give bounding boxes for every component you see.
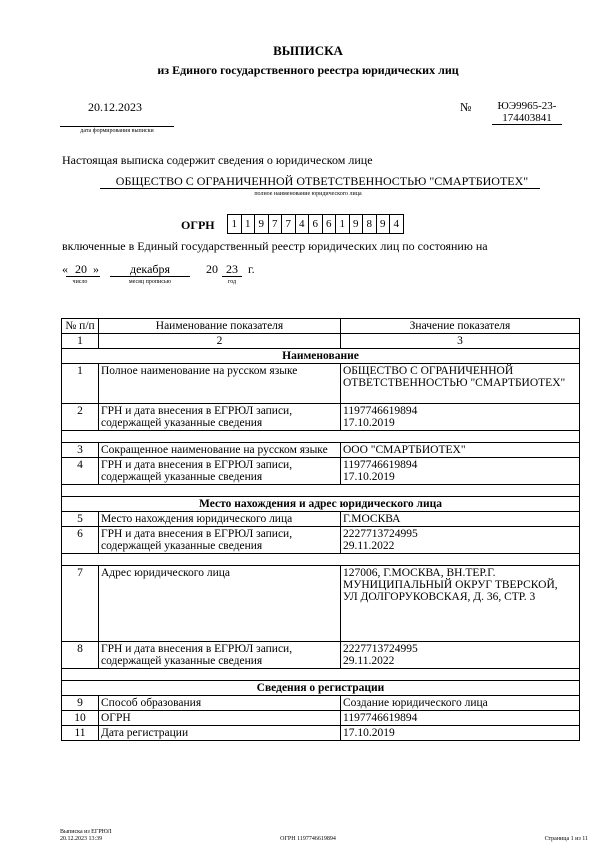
row-name: Сокращенное наименование на русском языке bbox=[99, 443, 341, 458]
table-row bbox=[62, 726, 580, 741]
table-row bbox=[62, 512, 580, 527]
row-value: ОБЩЕСТВО С ОГРАНИЧЕННОЙ ОТВЕТСТВЕННОСТЬЮ "СМАРТБИОТЕХ" bbox=[341, 364, 580, 404]
ogrn-digit-box: 9 bbox=[254, 214, 269, 234]
row-value: 2227713724995 29.11.2022 bbox=[341, 642, 580, 669]
included-text: включенные в Единый государственный реестр юридических лиц по состоянию на bbox=[62, 239, 488, 253]
row-value: ООО "СМАРТБИОТЕХ" bbox=[341, 443, 580, 458]
row-num: 3 bbox=[62, 443, 99, 458]
egrul-table bbox=[61, 318, 580, 741]
table-header-numbers-row bbox=[62, 334, 580, 349]
section-title: Место нахождения и адрес юридического лица bbox=[62, 497, 580, 512]
header-num-1: 1 bbox=[62, 334, 99, 349]
row-name: Полное наименование на русском языке bbox=[99, 364, 341, 404]
document-number-line2: 174403841 bbox=[492, 112, 562, 125]
blank-cell bbox=[62, 669, 580, 681]
state-year-prefix: 20 bbox=[206, 262, 218, 276]
form-date-caption: дата формирования выписки bbox=[80, 128, 154, 134]
table-row bbox=[62, 458, 580, 485]
state-year-caption: год bbox=[227, 279, 237, 285]
row-value: 17.10.2019 bbox=[341, 726, 580, 741]
form-date-underline bbox=[60, 126, 174, 127]
ogrn-digit-box: 6 bbox=[322, 214, 337, 234]
blank-row bbox=[62, 431, 580, 443]
table-row bbox=[62, 566, 580, 642]
intro-text: Настоящая выписка содержит сведения о юридическом лице bbox=[62, 153, 373, 167]
ogrn-digit-box: 1 bbox=[227, 214, 242, 234]
table-row bbox=[62, 443, 580, 458]
state-day-caption: число bbox=[72, 279, 88, 285]
row-name: ГРН и дата внесения в ЕГРЮЛ записи, содержащей указанные сведения bbox=[99, 642, 341, 669]
quote-close: » bbox=[93, 262, 99, 276]
state-year-unit: г. bbox=[248, 262, 255, 276]
row-num: 10 bbox=[62, 711, 99, 726]
row-value: Создание юридического лица bbox=[341, 696, 580, 711]
document-number bbox=[492, 100, 562, 125]
ogrn-digit-box: 4 bbox=[389, 214, 404, 234]
company-underline bbox=[100, 188, 540, 189]
state-month-underline bbox=[110, 276, 190, 277]
row-value: 2227713724995 29.11.2022 bbox=[341, 527, 580, 554]
row-num: 5 bbox=[62, 512, 99, 527]
footer-ogrn: ОГРН 1197746619894 bbox=[280, 836, 336, 842]
ogrn-boxes bbox=[228, 214, 404, 234]
row-name: Дата регистрации bbox=[99, 726, 341, 741]
quote-open: « bbox=[62, 262, 68, 276]
header-num-2: 2 bbox=[99, 334, 341, 349]
state-year-suffix: 23 bbox=[226, 262, 238, 276]
ogrn-digit-box: 1 bbox=[241, 214, 256, 234]
blank-row bbox=[62, 554, 580, 566]
row-value: 1197746619894 bbox=[341, 711, 580, 726]
state-month-caption: месяц прописью bbox=[128, 279, 172, 285]
header-value: Значение показателя bbox=[341, 319, 580, 334]
section-row bbox=[62, 349, 580, 364]
section-title: Сведения о регистрации bbox=[62, 681, 580, 696]
number-sign: № bbox=[460, 100, 472, 114]
row-name: ГРН и дата внесения в ЕГРЮЛ записи, содержащей указанные сведения bbox=[99, 404, 341, 431]
ogrn-digit-box: 8 bbox=[362, 214, 377, 234]
header-name: Наименование показателя bbox=[99, 319, 341, 334]
blank-cell bbox=[62, 431, 580, 443]
company-caption: полное наименование юридического лица bbox=[254, 191, 362, 197]
form-date: 20.12.2023 bbox=[88, 100, 142, 114]
row-num: 7 bbox=[62, 566, 99, 642]
table-row bbox=[62, 364, 580, 404]
document-title: ВЫПИСКА bbox=[273, 43, 343, 58]
row-num: 2 bbox=[62, 404, 99, 431]
ogrn-digit-box: 1 bbox=[335, 214, 350, 234]
row-num: 4 bbox=[62, 458, 99, 485]
table-row bbox=[62, 527, 580, 554]
state-year-underline bbox=[222, 276, 242, 277]
header-num: № п/п bbox=[62, 319, 99, 334]
row-num: 6 bbox=[62, 527, 99, 554]
section-row bbox=[62, 681, 580, 696]
table-row bbox=[62, 696, 580, 711]
footer-page: Страница 1 из 11 bbox=[544, 836, 588, 842]
header-num-3: 3 bbox=[341, 334, 580, 349]
blank-cell bbox=[62, 485, 580, 497]
state-day: 20 bbox=[75, 262, 87, 276]
ogrn-digit-box: 7 bbox=[268, 214, 283, 234]
ogrn-digit-box: 9 bbox=[349, 214, 364, 234]
section-title: Наименование bbox=[62, 349, 580, 364]
row-value: 1197746619894 17.10.2019 bbox=[341, 404, 580, 431]
ogrn-digit-box: 6 bbox=[308, 214, 323, 234]
table-row bbox=[62, 404, 580, 431]
state-day-underline bbox=[66, 276, 100, 277]
ogrn-digit-box: 4 bbox=[295, 214, 310, 234]
row-num: 11 bbox=[62, 726, 99, 741]
section-row bbox=[62, 497, 580, 512]
ogrn-digit-box: 9 bbox=[376, 214, 391, 234]
row-value: 1197746619894 17.10.2019 bbox=[341, 458, 580, 485]
row-num: 8 bbox=[62, 642, 99, 669]
ogrn-digit-box: 7 bbox=[281, 214, 296, 234]
blank-cell bbox=[62, 554, 580, 566]
blank-row bbox=[62, 485, 580, 497]
company-name: ОБЩЕСТВО С ОГРАНИЧЕННОЙ ОТВЕТСТВЕННОСТЬЮ "СМАРТБИОТЕХ" bbox=[115, 174, 529, 188]
row-num: 1 bbox=[62, 364, 99, 404]
row-name: Место нахождения юридического лица bbox=[99, 512, 341, 527]
ogrn-label: ОГРН bbox=[181, 218, 215, 232]
row-name: Адрес юридического лица bbox=[99, 566, 341, 642]
document-number-line1: ЮЭ9965-23- bbox=[497, 100, 557, 112]
table-row bbox=[62, 642, 580, 669]
row-name: ОГРН bbox=[99, 711, 341, 726]
blank-row bbox=[62, 669, 580, 681]
table-row bbox=[62, 711, 580, 726]
row-num: 9 bbox=[62, 696, 99, 711]
document-subtitle: из Единого государственного реестра юридических лиц bbox=[157, 63, 459, 77]
state-month: декабря bbox=[129, 262, 171, 276]
row-name: ГРН и дата внесения в ЕГРЮЛ записи, содержащей указанные сведения bbox=[99, 458, 341, 485]
row-name: ГРН и дата внесения в ЕГРЮЛ записи, содержащей указанные сведения bbox=[99, 527, 341, 554]
row-value: Г.МОСКВА bbox=[341, 512, 580, 527]
row-name: Способ образования bbox=[99, 696, 341, 711]
footer-left-line1: Выписка из ЕГРЮЛ bbox=[60, 829, 112, 835]
footer-left-line2: 20.12.2023 13:39 bbox=[60, 836, 103, 842]
row-value: 127006, Г.МОСКВА, ВН.ТЕР.Г. МУНИЦИПАЛЬНЫЙ ОКРУГ ТВЕРСКОЙ, УЛ ДОЛГОРУКОВСКАЯ, Д. 36, СТР. 3 bbox=[341, 566, 580, 642]
table-header-row bbox=[62, 319, 580, 334]
